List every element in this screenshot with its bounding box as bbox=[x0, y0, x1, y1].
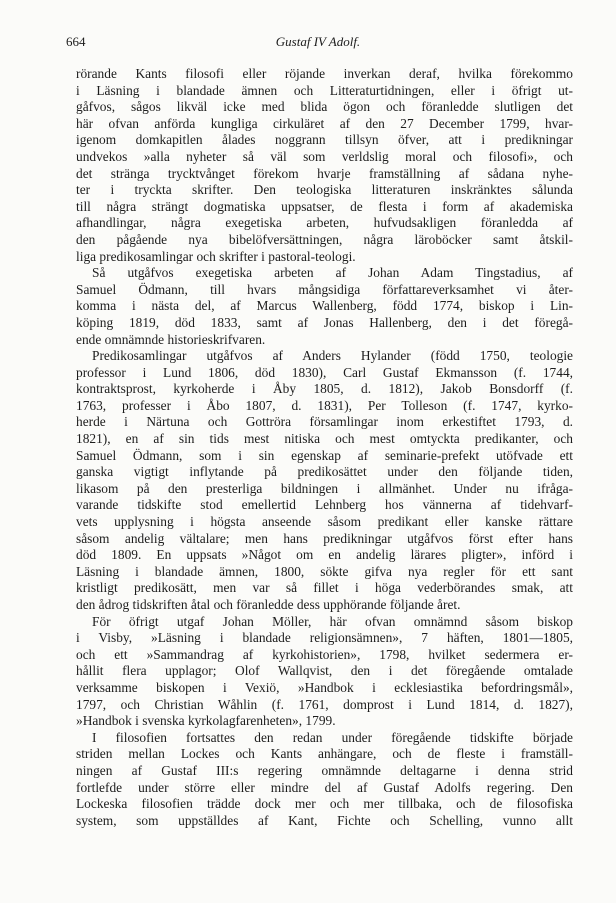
text-line: Samuel Ödmann, till hvars mångsidiga författareverksamhet vi åter- bbox=[76, 281, 573, 297]
text-line: hållit flera upplagor; Olof Wallqvist, den i det föregående omtalade bbox=[76, 663, 573, 679]
page-header bbox=[66, 34, 570, 54]
text-line: undvekos »alla nyheter så väl som verldslig moral och filosofi», och bbox=[76, 148, 573, 164]
text-line: köping 1819, död 1833, samt af Jonas Hallenberg, den i det föregå- bbox=[76, 314, 573, 330]
text-line: ende omnämnde historieskrifvaren. bbox=[76, 331, 266, 347]
text-line: verksamme biskopen i Vexiö, »Handbok i ecklesiastika befordringsmål», bbox=[76, 679, 573, 695]
text-line: gåfvos, sågos likväl icke med blida ögon och föranledde slutligen det bbox=[76, 99, 573, 115]
page-number: 664 bbox=[66, 34, 86, 49]
text-line: 1821), en af sin tids mest nitiska och mest omtyckta predikanter, och bbox=[76, 431, 573, 447]
text-line: kontraktsprost, kyrkoherde i Åby 1805, d. 1812), Jakob Bonsdorff (f. bbox=[76, 381, 573, 397]
text-line: död 1809. En uppsats »Något om en andelig lärares pligter», införd i bbox=[76, 547, 573, 563]
text-line: herde i Närtuna och Gottröra församlingar inom erkestiftet 1793, d. bbox=[76, 414, 573, 430]
text-line: Samuel Ödmann, som i sin egenskap af seminarie-prefekt utöfvade ett bbox=[76, 447, 573, 463]
text-line: kristligt predikosätt, men var så fillet i höga vederbörandes smak, att bbox=[76, 580, 573, 596]
text-line: Lockeska filosofien trädde dock mer och mer tillbaka, och de filosofiska bbox=[76, 796, 573, 812]
text-line: igenom domkapitlen ålades noggrann tillsyn öfver, att i predikningar bbox=[76, 132, 573, 148]
text-line: den pågående nya bibelöfversättningen, några läroböcker samt åtskil- bbox=[76, 231, 573, 247]
text-line: varande tidskifte stod emellertid Lehnberg hos vännerna af tidehvarf- bbox=[76, 497, 573, 513]
text-line: likasom på den presterliga bildningen i allmänhet. Under nu ifråga- bbox=[76, 480, 573, 496]
text-line: striden mellan Lockes och Kants anhängare, och de fleste i framställ- bbox=[76, 746, 573, 762]
text-line: system, som uppställdes af Kant, Fichte och Schelling, vunno allt bbox=[76, 812, 573, 828]
text-line: liga predikosamlingar och skrifter i pastoral-teologi. bbox=[76, 248, 356, 264]
text-line: här ofvan anförda kungliga cirkuläret af den 27 December 1799, hvar- bbox=[76, 115, 573, 131]
text-line: i Visby, »Läsning i blandade religionsämnen», 7 häften, 1801—1805, bbox=[76, 630, 573, 646]
text-line: och ett »Sammandrag af kyrkohistorien», 1798, hvilket sedermera er- bbox=[76, 646, 573, 662]
text-line: Så utgåfvos exegetiska arbeten af Johan Adam Tingstadius, af bbox=[92, 265, 573, 281]
text-line: I filosofien fortsattes den redan under föregående tidskifte började bbox=[92, 729, 573, 745]
text-line: det stränga trycktvånget förekom hvarje framställning af sådana nyhe- bbox=[76, 165, 573, 181]
text-line: afhandlingar, några exegetiska arbeten, hufvudsakligen föranledda af bbox=[76, 215, 573, 231]
text-line: »Handbok i svenska kyrkolagfarenheten», 1799. bbox=[76, 713, 336, 729]
body-text bbox=[76, 66, 573, 829]
text-line: Läsning i blandade ämnen, 1800, sökte gifva nya regler för ett sant bbox=[76, 563, 573, 579]
text-line: till några strängt dogmatiska uppsatser, de flesta i form af akademiska bbox=[76, 198, 573, 214]
text-line: 1763, professer i Åbo 1807, d. 1831), Per Tolleson (f. 1747, kyrko- bbox=[76, 397, 573, 413]
text-line: den ådrog tidskriften åtal och föranledde dess upphörande följande året. bbox=[76, 597, 461, 612]
text-line: För öfrigt utgaf Johan Möller, här ofvan omnämnd såsom biskop bbox=[92, 613, 573, 629]
text-line: ningen af Gustaf III:s regering omnämnde deltagarne i denna strid bbox=[76, 762, 573, 778]
text-line: vets upplysning i högsta anseende såsom predikant eller kanske rättare bbox=[76, 514, 573, 530]
text-line: såsom andelig vältalare; men hans predikningar utgåfvos först efter hans bbox=[76, 530, 573, 546]
running-title: Gustaf IV Adolf. bbox=[275, 34, 361, 49]
text-line: ganska vigtigt inflytande på predikosättet under den följande tiden, bbox=[76, 464, 573, 480]
text-line: fortlefde under större eller mindre del af Gustaf Adolfs regering. Den bbox=[76, 779, 573, 795]
text-line: Predikosamlingar utgåfvos af Anders Hylander (född 1750, teologie bbox=[92, 348, 573, 364]
text-line: 1797, och Christian Wåhlin (f. 1761, domprost i Lund 1814, d. 1827), bbox=[76, 696, 573, 712]
text-line: komma i nästa del, af Marcus Wallenberg, född 1774, biskop i Lin- bbox=[76, 298, 573, 314]
text-line: i Läsning i blandade ämnen och Litteraturtidningen, eller i öfrigt ut- bbox=[76, 82, 573, 98]
text-line: rörande Kants filosofi eller röjande inverkan deraf, hvilka förekommo bbox=[76, 66, 573, 81]
text-line: professor i Lund 1806, död 1830), Carl Gustaf Ekmansson (f. 1744, bbox=[76, 364, 573, 380]
text-line: ter i tryckta skrifter. Den teologiska litteraturen inskränktes sålunda bbox=[76, 182, 573, 198]
